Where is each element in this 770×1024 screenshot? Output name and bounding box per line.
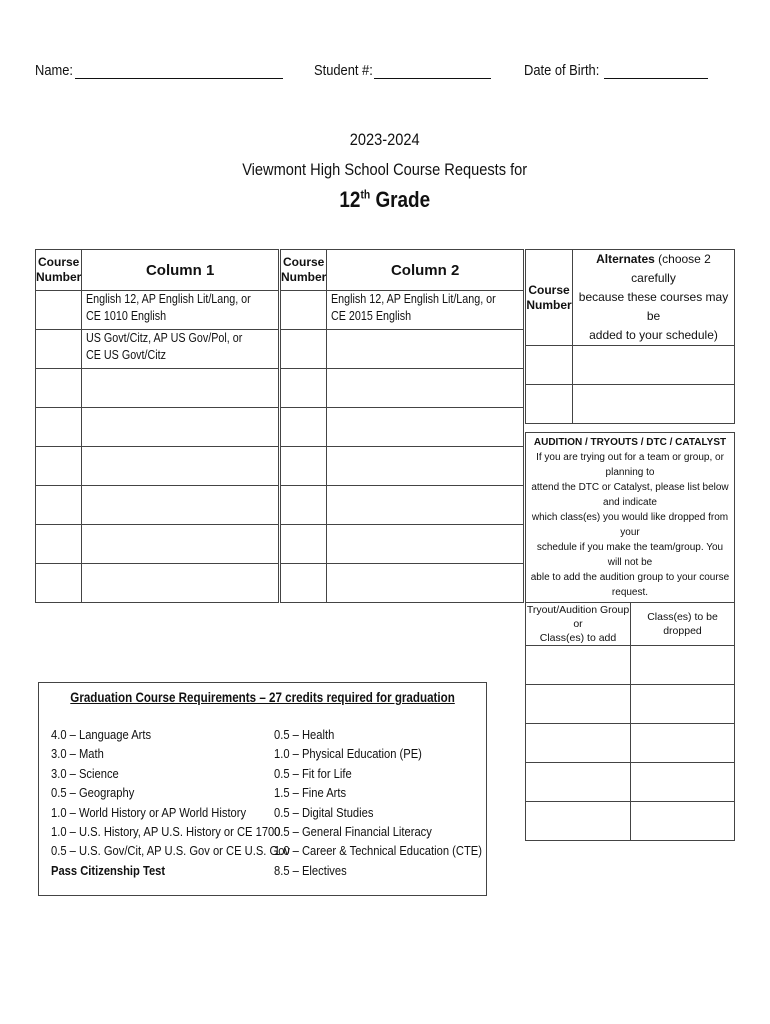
- audition-add-header: Tryout/Audition Group or Class(es) to add: [526, 604, 630, 644]
- name-line[interactable]: [75, 62, 283, 79]
- audition-drop-header: Class(es) to be dropped: [631, 603, 735, 646]
- list-item: 0.5 – Geography: [51, 785, 135, 801]
- table-row: [281, 486, 524, 525]
- student-number-field[interactable]: [314, 62, 491, 79]
- table-row: [36, 408, 279, 447]
- table-row: [281, 525, 524, 564]
- dob-line[interactable]: [604, 62, 708, 79]
- list-item: 0.5 – General Financial Literacy: [274, 824, 432, 840]
- list-item: 1.0 – Career & Technical Education (CTE): [274, 843, 482, 859]
- table-row: English 12, AP English Lit/Lang, or CE 2015 English: [281, 291, 524, 330]
- table-row: US Govt/Citz, AP US Gov/Pol, or CE US Govt/Citz: [36, 330, 279, 369]
- audition-table: [525, 432, 735, 841]
- graduation-right-list: [274, 725, 516, 880]
- column1-title: Column 1: [82, 250, 279, 291]
- list-item: 0.5 – U.S. Gov/Cit, AP U.S. Gov or CE U.S. Gov: [51, 843, 291, 859]
- table-row: [36, 369, 279, 408]
- dob-field[interactable]: [524, 62, 708, 79]
- column1-number-header: Course Number: [36, 250, 82, 291]
- alternates-number-header: Course Number: [526, 250, 573, 346]
- list-item: 0.5 – Fit for Life: [274, 765, 352, 781]
- grade-title: 12th Grade: [339, 187, 431, 212]
- student-number-label: Student #:: [314, 62, 373, 79]
- graduation-requirements: [38, 682, 487, 896]
- list-item: 0.5 – Health: [274, 727, 335, 742]
- list-item: 8.5 – Electives: [274, 862, 347, 878]
- list-item: 1.0 – Physical Education (PE): [274, 746, 422, 762]
- table-row: English 12, AP English Lit/Lang, or CE 1010 English: [36, 291, 279, 330]
- audition-instructions: AUDITION / TRYOUTS / DTC / CATALYST If you are trying out for a team or group, or planning to attend the DTC or Catalyst, please list below and indicate which class(es) you would like dropped from your schedule if you make the team/group. You will not be able to add the audition group to your course request.: [526, 433, 735, 603]
- list-item: 1.0 – U.S. History, AP U.S. History or CE 1700: [51, 824, 281, 840]
- audition-title: AUDITION / TRYOUTS / DTC / CATALYST: [533, 437, 727, 448]
- table-row: [526, 724, 735, 763]
- table-row: [36, 447, 279, 486]
- list-item: 0.5 – Digital Studies: [274, 804, 374, 820]
- column2-number-header: Course Number: [281, 250, 327, 291]
- list-item: 3.0 – Math: [51, 746, 104, 762]
- table-row: [526, 646, 735, 685]
- table-row: [36, 525, 279, 564]
- list-item: 3.0 – Science: [51, 765, 119, 781]
- school-year: 2023-2024: [350, 130, 420, 149]
- list-item: 1.5 – Fine Arts: [274, 785, 347, 801]
- table-row: [526, 346, 735, 385]
- column2-title: Column 2: [327, 250, 524, 291]
- table-row: [526, 685, 735, 724]
- name-field[interactable]: [35, 62, 283, 79]
- table-row: [526, 763, 735, 802]
- table-row: [281, 447, 524, 486]
- table-row: [281, 330, 524, 369]
- alternates-table: [525, 249, 735, 424]
- student-number-line[interactable]: [374, 62, 491, 79]
- table-row: [36, 564, 279, 603]
- column2-table: [280, 249, 524, 603]
- dob-label: Date of Birth:: [524, 62, 600, 79]
- list-item: Pass Citizenship Test: [51, 862, 166, 878]
- table-row: [526, 802, 735, 841]
- table-row: [281, 369, 524, 408]
- table-row: [526, 385, 735, 424]
- list-item: 4.0 – Language Arts: [51, 727, 152, 742]
- name-label: Name:: [35, 62, 74, 79]
- table-row: [281, 408, 524, 447]
- table-row: [281, 564, 524, 603]
- school-title: Viewmont High School Course Requests for: [242, 160, 528, 179]
- table-row: [36, 486, 279, 525]
- column1-table: [35, 249, 279, 603]
- alternates-title: Alternates (choose 2 carefully because these courses may be added to your schedule): [573, 250, 735, 346]
- list-item: 1.0 – World History or AP World History: [51, 804, 247, 820]
- graduation-title: Graduation Course Requirements – 27 credits required for graduation: [70, 690, 455, 705]
